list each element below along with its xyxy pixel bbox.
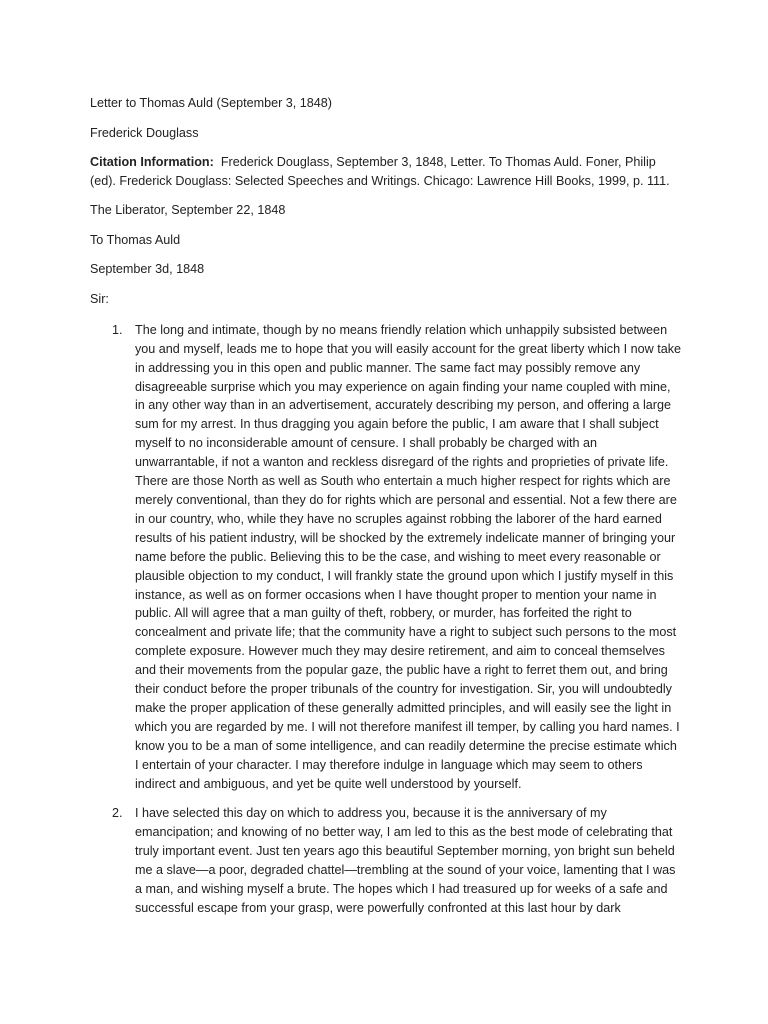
paragraph-number: 2. (112, 806, 123, 821)
numbered-paragraph-1 (90, 321, 682, 794)
numbered-paragraph-2 (90, 804, 682, 917)
paragraph-text: I have selected this day on which to address you, because it is the anniversary of my emancipation; and knowing of no better way, I am led to this as the best mode of celebrating that truly important event. Just ten years ago this beautiful September morning, yon bright sun beheld me a slave—a poor, degraded chattel—trembling at the sound of your voice, lamenting that I was a man, and wishing myself a brute. The hopes which I had treasured up for weeks of a safe and successful escape from your grasp, were powerfully confronted at this last hour by dark (135, 806, 676, 915)
document-content (90, 94, 682, 928)
citation-label: Citation Information: (90, 155, 214, 169)
document-title: Letter to Thomas Auld (September 3, 1848) (90, 96, 332, 110)
salutation: Sir: (90, 291, 109, 306)
paragraph-number: 1. (112, 322, 123, 337)
document-author: Frederick Douglass (90, 125, 199, 140)
addressee-line: To Thomas Auld (90, 232, 181, 247)
paragraph-text: The long and intimate, though by no means friendly relation which unhappily subsisted between you and myself, leads me to hope that you will easily account for the great liberty which I now take in addressing you in this open and public manner. The same fact may possibly remove any disagreeable surprise which you may experience on again finding your name coupled with mine, in any other way than in an advertisement, accurately describing my person, and offering a large sum for my arrest. In thus dragging you again before the public, I am aware that I shall subject myself to no inconsiderable amount of censure. I shall probably be charged with an unwarrantable, if not a wanton and reckless disregard of the rights and proprieties of private life. There are those North as well as South who entertain a much higher respect for rights which are merely conventional, than they do for rights which are personal and essential. Not a few there are in our country, who, while they have no scruples against robbing the laborer of the hard earned results of his patient industry, will be shocked by the extremely indelicate manner of bringing your name before the public. Believing this to be the case, and wishing to meet every reasonable or plausible objection to my conduct, I will frankly state the ground upon which I justify myself in this instance, as well as on former occasions when I have thought proper to mention your name in public. All will agree that a man guilty of theft, robbery, or murder, has forfeited the right to concealment and private life; that the community have a right to subject such persons to the most complete exposure. However much they may desire retirement, and aim to conceal themselves and their movements from the popular gaze, the public have a right to ferret them out, and bring their conduct before the proper tribunals of the country for investigation. Sir, you will undoubtedly make the proper application of these generally admitted principles, and will easily see the light in which you are regarded by me. I will not therefore manifest ill temper, by calling you hard names. I know you to be a man of some intelligence, and can readily determine the precise estimate which I entertain of your character. I may therefore indulge in language which may seem to others indirect and ambiguous, and yet be quite well understood by yourself. (135, 322, 682, 791)
citation-text: Frederick Douglass, September 3, 1848, Letter. To Thomas Auld. Foner, Philip (ed). Frederick Douglass: Selected Speeches and Writings. Chicago: Lawrence Hill Books, 1999, p. 111. (90, 155, 670, 188)
letter-date: September 3d, 1848 (90, 262, 205, 277)
citation-information (90, 153, 682, 191)
numbered-paragraph-list (90, 321, 682, 918)
source-line: The Liberator, September 22, 1848 (90, 203, 286, 218)
